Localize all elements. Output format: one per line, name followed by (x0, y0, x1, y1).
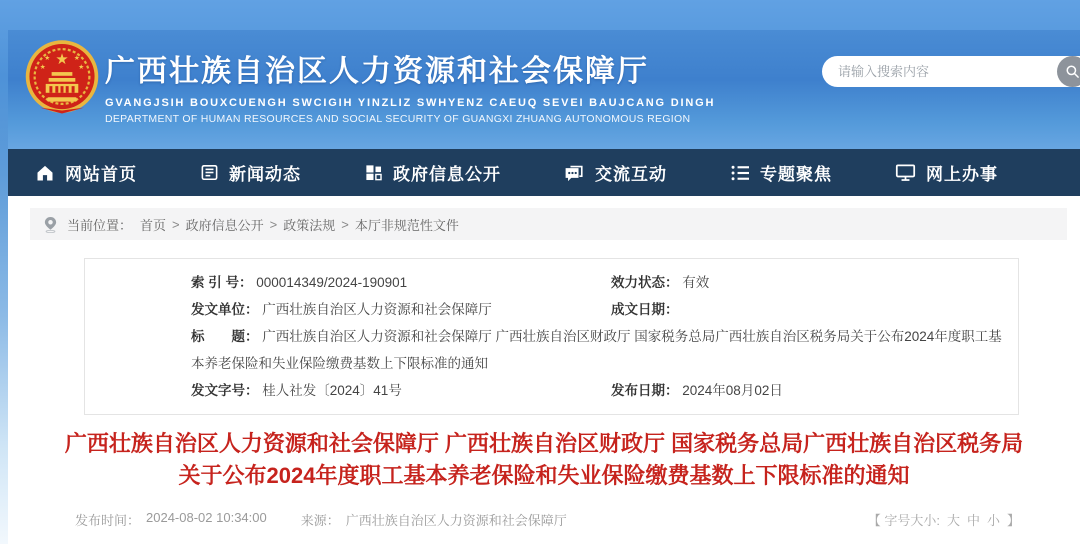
source-value: 广西壮族自治区人力资源和社会保障厅 (345, 513, 567, 528)
search-button[interactable] (1057, 56, 1080, 87)
doc-publish-date-row (611, 377, 1010, 404)
svg-text:★: ★ (39, 64, 46, 72)
search-box (822, 56, 1080, 87)
issuer-label: 发文单位： (191, 302, 259, 317)
search-icon (1065, 64, 1080, 79)
doc-number-row (191, 377, 611, 404)
nav-item-gov-info[interactable]: 政府信息公开 (364, 160, 501, 185)
doc-validity-row (611, 269, 1010, 296)
index-value: 000014349/2024-190901 (256, 275, 408, 290)
index-label: 索 引 号： (191, 275, 253, 290)
location-pin-icon (43, 216, 58, 233)
issuer-value: 广西壮族自治区人力资源和社会保障厅 (262, 302, 492, 317)
svg-text:★: ★ (55, 51, 69, 68)
site-title-english: DEPARTMENT OF HUMAN RESOURCES AND SOCIAL SECURITY OF GUANGXI ZHUANG AUTONOMOUS REGION (105, 113, 691, 125)
font-size-suffix: 】 (1006, 513, 1020, 528)
breadcrumb (30, 208, 1067, 240)
meta-spacer (273, 510, 295, 529)
article-meta (75, 510, 1020, 529)
doc-number-label: 发文字号： (191, 383, 259, 398)
breadcrumb-home[interactable]: 首页 (140, 217, 167, 233)
page-content (8, 196, 1080, 544)
validity-value: 有效 (682, 275, 710, 290)
nav-item-home[interactable]: 网站首页 (35, 160, 137, 185)
nav-item-news[interactable]: 新闻动态 (200, 160, 301, 185)
main-nav (8, 149, 1080, 196)
font-size-prefix: 【 字号大小: (867, 513, 940, 528)
font-size-large-button[interactable]: 大 (946, 513, 960, 528)
svg-text:★: ★ (44, 55, 51, 63)
breadcrumb-gov-info[interactable]: 政府信息公开 (185, 217, 264, 233)
doc-written-date-row (611, 296, 1010, 323)
doc-title-row (191, 323, 1010, 377)
doc-title-value: 广西壮族自治区人力资源和社会保障厅 广西壮族自治区财政厅 国家税务总局广西壮族自治区税务局关于公布2024年度职工基本养老保险和失业保险缴费基数上下限标准的通知 (191, 329, 1002, 371)
chat-icon (564, 163, 585, 183)
article-title: 广西壮族自治区人力资源和社会保障厅 广西壮族自治区财政厅 国家税务总局广西壮族自治区税务局关于公布2024年度职工基本养老保险和失业保险缴费基数上下限标准的通知 (64, 431, 1024, 488)
info-grid-icon (364, 163, 383, 182)
site-banner (8, 30, 1080, 149)
font-size-small-button[interactable]: 小 (986, 513, 1000, 528)
breadcrumb-current[interactable]: 本厅非规范性文件 (354, 217, 459, 233)
publish-time-label: 发布时间： (75, 513, 141, 528)
topics-list-icon (730, 164, 750, 182)
publish-date-value: 2024年08月02日 (682, 383, 783, 398)
doc-title-label: 标 题： (191, 329, 259, 344)
breadcrumb-separator: > (269, 216, 278, 232)
monitor-icon (895, 163, 916, 182)
publish-time-value: 2024-08-02 10:34:00 (146, 510, 267, 525)
breadcrumb-label: 当前位置： (67, 217, 133, 233)
article-meta-left (75, 510, 567, 529)
font-size-medium-button[interactable]: 中 (966, 513, 980, 528)
news-icon (200, 163, 219, 182)
doc-number-value: 桂人社发〔2024〕41号 (262, 383, 402, 398)
svg-text:★: ★ (73, 55, 80, 63)
document-info-panel (84, 258, 1019, 415)
nav-item-interaction[interactable]: 交流互动 (564, 160, 667, 185)
doc-issuer-row (191, 296, 611, 323)
publish-date-label: 发布日期： (611, 383, 679, 398)
home-icon (35, 163, 55, 183)
national-emblem-icon (25, 39, 99, 117)
site-title: 广西壮族自治区人力资源和社会保障厅 (105, 55, 649, 88)
font-size-control (868, 510, 1020, 529)
source-label: 来源： (300, 513, 340, 528)
doc-index-row (191, 269, 611, 296)
breadcrumb-policies[interactable]: 政策法规 (283, 217, 336, 233)
nav-item-topics[interactable]: 专题聚焦 (730, 160, 832, 185)
svg-text:★: ★ (78, 64, 85, 72)
nav-item-online-services[interactable]: 网上办事 (895, 160, 998, 185)
site-title-zhuang: GVANGJSIH BOUXCUENGH SWCIGIH YINZLIZ SWHYENZ CAEUQ SEVEI BAUJCANG DINGH (105, 97, 716, 109)
written-date-label: 成文日期： (611, 302, 679, 317)
breadcrumb-separator: > (341, 216, 349, 232)
search-input[interactable] (822, 56, 1080, 87)
validity-label: 效力状态： (611, 275, 679, 290)
breadcrumb-separator: > (172, 216, 180, 232)
